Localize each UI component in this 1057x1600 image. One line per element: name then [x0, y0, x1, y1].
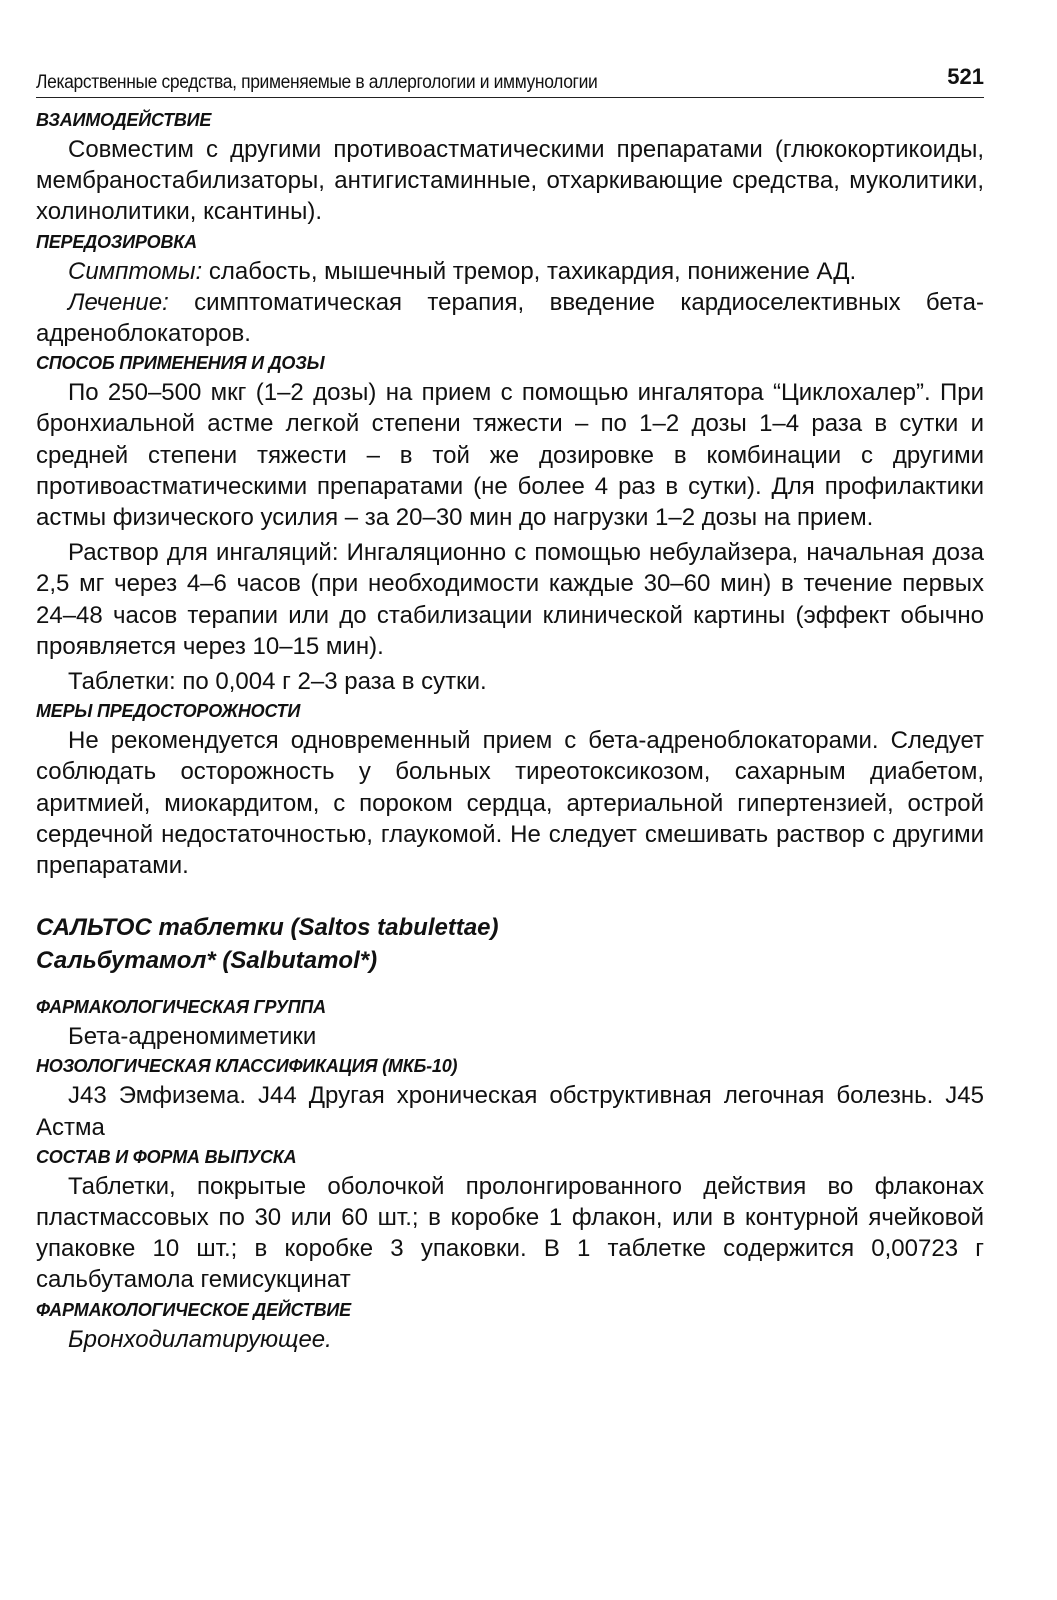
precautions-text: Не рекомендуется одновременный прием с бета-адреноблокаторами. Следует соблюдать осторожность у больных тиреотоксикозом, сахарным диабетом, аритмией, миокардитом, с пороком сердца, артериальной гипертензией, острой сердечной недостаточностью, глаукомой. Не следует смешивать раствор с другими препаратами.	[36, 727, 984, 880]
dosage-text-solution: Раствор для ингаляций: Ингаляционно с помощью небулайзера, начальная доза 2,5 мг через 4–6 часов (при необходимости каждые 30–60 мин) в течение первых 24–48 часов терапии или до стабилизации клинической картины (эффект обычно проявляется через 10–15 мин).	[36, 539, 984, 660]
heading-nosology: НОЗОЛОГИЧЕСКАЯ КЛАССИФИКАЦИЯ (МКБ-10)	[36, 1056, 458, 1077]
page-number: 521	[947, 64, 984, 89]
heading-precautions: МЕРЫ ПРЕДОСТОРОЖНОСТИ	[36, 701, 301, 722]
composition-text: Таблетки, покрытые оболочкой пролонгированного действия во флаконах пластмассовых по 30 или 60 шт.; в коробке 1 флакон, или в контурной ячейковой упаковке 10 шт.; в коробке 3 упаковки. В 1 таблетке содержится 0,00723 г сальбутамола гемисукцинат	[36, 1172, 984, 1294]
running-head	[36, 58, 984, 98]
drug-title-trade: САЛЬТОС таблетки (Saltos tabulettae)	[36, 914, 499, 942]
heading-dosage: СПОСОБ ПРИМЕНЕНИЯ И ДОЗЫ	[36, 353, 325, 374]
drug-title-generic: Сальбутамол* (Salbutamol*)	[36, 947, 378, 975]
symptoms-text: слабость, мышечный тремор, тахикардия, понижение АД.	[202, 257, 857, 285]
drug-title-block	[36, 911, 984, 977]
treatment-text: симптоматическая терапия, введение кардиоселективных бета-адреноблокаторов.	[36, 288, 984, 348]
heading-pharm-action: ФАРМАКОЛОГИЧЕСКОЕ ДЕЙСТВИЕ	[36, 1299, 351, 1320]
heading-composition: СОСТАВ И ФОРМА ВЫПУСКА	[36, 1146, 297, 1167]
pharm-action-text: Бронходилатирующее.	[68, 1325, 332, 1353]
dosage-text-tablets: Таблетки: по 0,004 г 2–3 раза в сутки.	[68, 668, 487, 696]
dosage-text-inhaler: По 250–500 мкг (1–2 дозы) на прием с помощью ингалятора “Циклохалер”. При бронхиальной астме легкой степени тяжести – по 1–2 дозы 1–4 раза в сутки и средней степени тяжести – в той же дозировке в комбинации с другими противоастматическими препаратами (не более 4 раз в сутки). Для профилактики астмы физического усилия – за 20–30 мин до нагрузки 1–2 дозы на прием.	[36, 379, 984, 532]
overdose-symptoms	[36, 256, 984, 287]
nosology-text: J43 Эмфизема. J44 Другая хроническая обструктивная легочная болезнь. J45 Астма	[36, 1082, 984, 1141]
heading-overdose: ПЕРЕДОЗИРОВКА	[36, 231, 197, 252]
heading-pharm-group: ФАРМАКОЛОГИЧЕСКАЯ ГРУППА	[36, 997, 326, 1018]
overdose-treatment	[36, 287, 984, 349]
pharm-group-text: Бета-адреномиметики	[68, 1023, 317, 1051]
running-title: Лекарственные средства, применяемые в аллергологии и иммунологии	[36, 72, 598, 93]
treatment-label: Лечение:	[68, 288, 169, 316]
interaction-text: Совместим с другими противоастматическими препаратами (глюкокортикоиды, мембраностабилизаторы, антигистаминные, отхаркивающие средства, муколитики, холинолитики, ксантины).	[36, 136, 984, 226]
symptoms-label: Симптомы:	[68, 257, 203, 285]
book-page	[36, 58, 984, 1355]
heading-interaction: ВЗАИМОДЕЙСТВИЕ	[36, 110, 212, 130]
